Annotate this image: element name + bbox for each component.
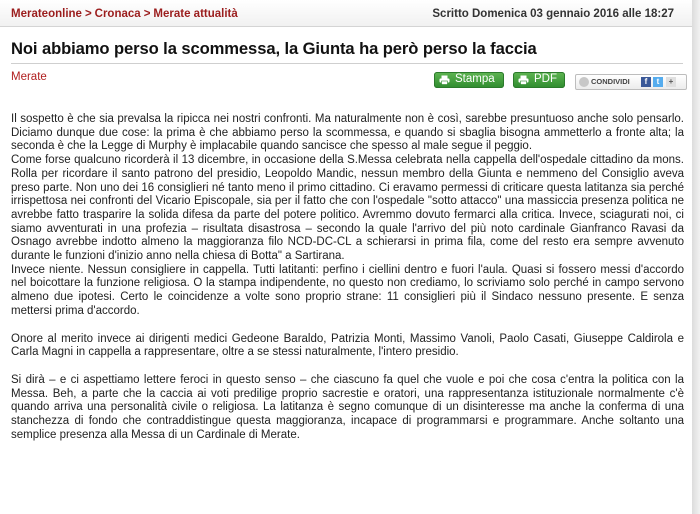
share-button-label: CONDIVIDI [591,77,630,86]
twitter-icon[interactable]: t [653,77,663,87]
article-paragraph: Il sospetto è che sia prevalsa la ripicca nei nostri confronti. Ma naturalmente non è così, sarebbe presuntuoso anche solo pensarlo. Diciamo dunque due cose: la prima è che abbiamo perso la scommessa, e quando si sbaglia bisogna ammetterlo a fronte alta; la seconda è che la Legge di Murphy è implacabile quando sancisce che spesso al male segue il peggio. [11,113,684,153]
share-button[interactable] [575,74,687,90]
article-paragraph: Si dirà – e ci aspettiamo lettere feroci in questo senso – che ciascuno fa quel che vuole e poi che cosa c'entra la politica con la Messa. Beh, a parte che la caccia ai voti predilige proprio sacrestie e oratori, una rappresentanza istituzionale normalmente c'è quando arriva una personalità civile o religiosa. La latitanza è segno comunque di un disinteresse ma anche la conferma di una stanchezza di fondo che contraddistingue questa maggioranza, incapace di programmarsi e programmare. Anche soltanto una semplice presenza alla Messa di un Cardinale di Merate. [11,373,684,441]
article-paragraph: Invece niente. Nessun consigliere in cappella. Tutti latitanti: perfino i ciellini dentro e fuori l'aula. Quasi si fossero messi d'accordo nel boicottare la funzione religiosa. O la stampa indipendente, no questo non crediamo, lo scriviamo solo perché in campo servono almeno due ipotesi. Certo le coincidenze a volte sono proprio strane: 11 consiglieri più il Sindaco nessuno presente. E senza mettersi prima d'accordo. [11,263,684,317]
article-title: Noi abbiamo perso la scommessa, la Giunta ha però perso la faccia [11,39,537,58]
article-body [11,113,684,442]
printer-icon [518,75,529,85]
share-icon [579,77,589,87]
article-paragraph: Come forse qualcuno ricorderà il 13 dicembre, in occasione della S.Messa celebrata nella cappella dell'ospedale cittadino da mons. Rolla per ricordare il santo patrono del presidio, Leopoldo Mandic, nessun membro della Giunta e nemmeno del Consiglio aveva preso parte. Non uno dei 16 consiglieri né tanto meno il primo cittadino. Ci eravamo permessi di criticare questa latitanza sia perché irrispettosa nei confronti del Vicario Episcopale, sia per il fatto che con l'ospedale "sotto attacco" una massiccia presenza politica ne avrebbe fatto trasparire la solida difesa da parte del potere politico. Avremmo dovuto fermarci alla critica. Invece, sciagurati noi, ci siamo avventurati in una profezia – risultata disastrosa – secondo la quale l'arrivo del più noto cardinale Gianfranco Ravasi da Osnago avrebbe indotto almeno la maggioranza filo NCD-DC-CL a schierarsi in prima fila, come del resto era sempre avvenuto durante le funzioni d'inizio anno nella chiesa di Botta" a Sartirana. [11,154,684,263]
print-button-label: Stampa [455,73,495,85]
page-right-border [692,0,700,514]
breadcrumb-bar [0,0,692,27]
breadcrumb-item-section[interactable]: Cronaca [94,8,141,20]
more-share-icon[interactable]: + [666,77,676,87]
facebook-icon[interactable]: f [641,77,651,87]
publish-dateline: Scritto Domenica 03 gennaio 2016 alle 18:27 [432,8,674,20]
title-divider [11,63,683,64]
breadcrumb-item-category[interactable]: Merate attualità [153,8,238,20]
pdf-button-label: PDF [534,73,557,85]
article-location: Merate [11,71,47,83]
print-button[interactable] [434,72,504,88]
article-paragraph: Onore al merito invece ai dirigenti medici Gedeone Baraldo, Patrizia Monti, Massimo Vanoli, Paolo Casati, Giuseppe Caldirola e Carla Magni in cappella a rappresentare, oltre a se stessi naturalmente, l'intero presidio. [11,332,684,359]
pdf-button[interactable] [513,72,565,88]
printer-icon [439,75,450,85]
breadcrumb-item-home[interactable]: Merateonline [11,8,82,20]
breadcrumb-separator: > [84,8,92,20]
breadcrumb-separator: > [143,8,151,20]
breadcrumb [11,8,238,20]
